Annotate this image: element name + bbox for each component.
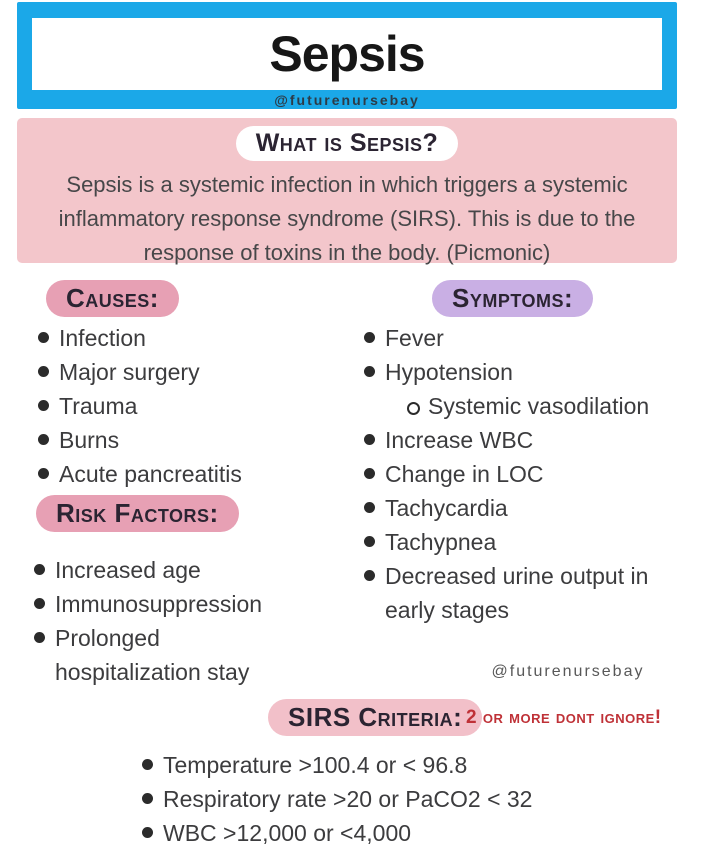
risk-factors-list — [32, 553, 284, 689]
watermark-handle: @futurenursebay — [491, 663, 645, 680]
symptoms-item: Decreased urine output in early stages — [362, 559, 694, 627]
symptoms-item: Tachypnea — [362, 525, 694, 559]
definition-heading: What is Sepsis? — [236, 126, 459, 161]
sirs-list — [140, 748, 680, 850]
sirs-item: WBC >12,000 or <4,000 — [140, 816, 680, 850]
causes-item: Trauma — [36, 389, 326, 423]
symptoms-item: Fever — [362, 321, 694, 355]
symptoms-item: Tachycardia — [362, 491, 694, 525]
poster-title: Sepsis — [269, 26, 425, 82]
risk-item: Increased age — [32, 553, 284, 587]
sirs-item: Respiratory rate >20 or PaCO2 < 32 — [140, 782, 680, 816]
risk-factors-heading: Risk Factors: — [36, 495, 239, 532]
author-handle: @futurenursebay — [274, 92, 420, 108]
sirs-item: Temperature >100.4 or < 96.8 — [140, 748, 680, 782]
definition-text: Sepsis is a systemic infection in which triggers a systemic inflammatory response syndrome (SIRS). This is due to the response of toxins in the body. (Picmonic) — [58, 172, 636, 265]
causes-item: Burns — [36, 423, 326, 457]
definition-panel — [17, 118, 677, 263]
title-banner — [17, 2, 677, 109]
title-box — [32, 18, 662, 90]
causes-list — [36, 321, 326, 491]
risk-item: Immunosuppression — [32, 587, 284, 621]
symptoms-item: Change in LOC — [362, 457, 694, 491]
symptoms-list — [362, 321, 694, 627]
causes-item: Acute pancreatitis — [36, 457, 326, 491]
symptoms-sub-item: Systemic vasodilation — [362, 389, 694, 423]
symptoms-heading: Symptoms: — [432, 280, 593, 317]
symptoms-item: Increase WBC — [362, 423, 694, 457]
risk-item: Prolonged hospitalization stay — [32, 621, 284, 689]
symptoms-item: Hypotension — [362, 355, 694, 389]
causes-item: Major surgery — [36, 355, 326, 389]
sirs-alert-note: 2 or more dont ignore! — [466, 707, 662, 728]
sirs-heading: SIRS Criteria: — [268, 699, 482, 736]
causes-heading: Causes: — [46, 280, 179, 317]
causes-item: Infection — [36, 321, 326, 355]
